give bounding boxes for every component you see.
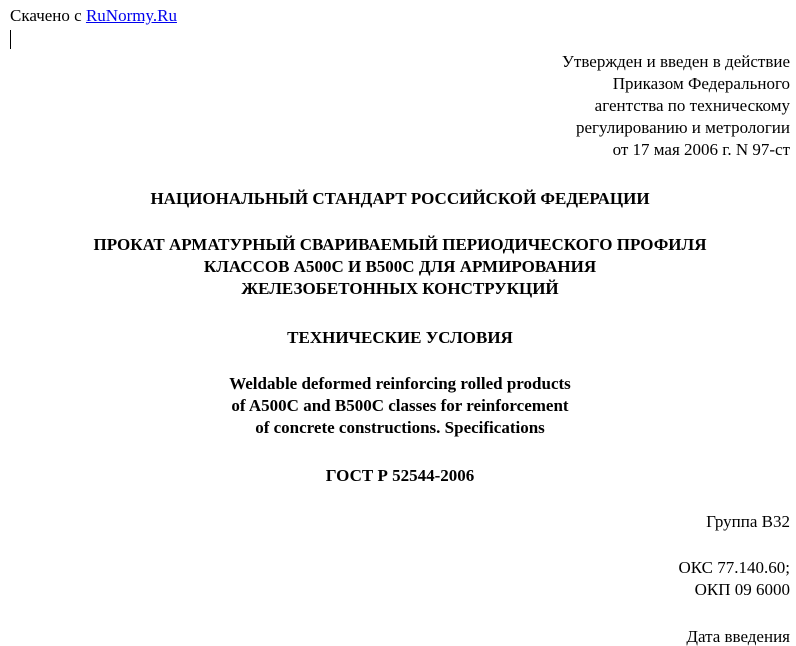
product-title-line: ПРОКАТ АРМАТУРНЫЙ СВАРИВАЕМЫЙ ПЕРИОДИЧЕСКОГО ПРОФИЛЯ [93,235,707,254]
source-line [10,5,177,27]
intro-date-block [686,626,790,646]
approval-line: Утвержден и введен в действие [561,52,790,71]
okp-code: ОКП 09 6000 [694,580,790,599]
standard-title [0,188,796,210]
approval-line: Приказом Федерального [612,74,790,93]
product-title-line: КЛАССОВ А500С И В500С ДЛЯ АРМИРОВАНИЯ [203,257,597,276]
intro-date-text: Дата введения [686,627,790,646]
oks-code: ОКС 77.140.60; [678,558,790,577]
gost-number-text: ГОСТ Р 52544-2006 [325,466,475,485]
codes-block [678,557,790,601]
group-text: Группа В32 [706,512,790,531]
product-title-line: ЖЕЛЕЗОБЕТОННЫХ КОНСТРУКЦИЙ [241,279,559,298]
spec-label-text: ТЕХНИЧЕСКИЕ УСЛОВИЯ [287,328,513,347]
approval-line: от 17 мая 2006 г. N 97-ст [612,140,790,159]
gost-number [0,465,796,487]
group-block [706,511,790,533]
approval-line: агентства по техническому [594,96,790,115]
spec-label [0,327,796,349]
text-cursor [10,30,11,49]
source-link[interactable]: RuNormy.Ru [85,6,177,25]
english-title-line: of A500C and B500C classes for reinforcement [231,396,569,415]
english-title-line: of concrete constructions. Specifications [255,418,545,437]
product-title [0,234,796,300]
english-title [0,373,796,439]
approval-line: регулированию и метрологии [575,118,790,137]
approval-block [562,51,790,161]
source-prefix: Скачено с [10,6,86,25]
english-title-line: Weldable deformed reinforcing rolled products [229,374,571,393]
standard-title-text: НАЦИОНАЛЬНЫЙ СТАНДАРТ РОССИЙСКОЙ ФЕДЕРАЦИИ [150,189,650,208]
